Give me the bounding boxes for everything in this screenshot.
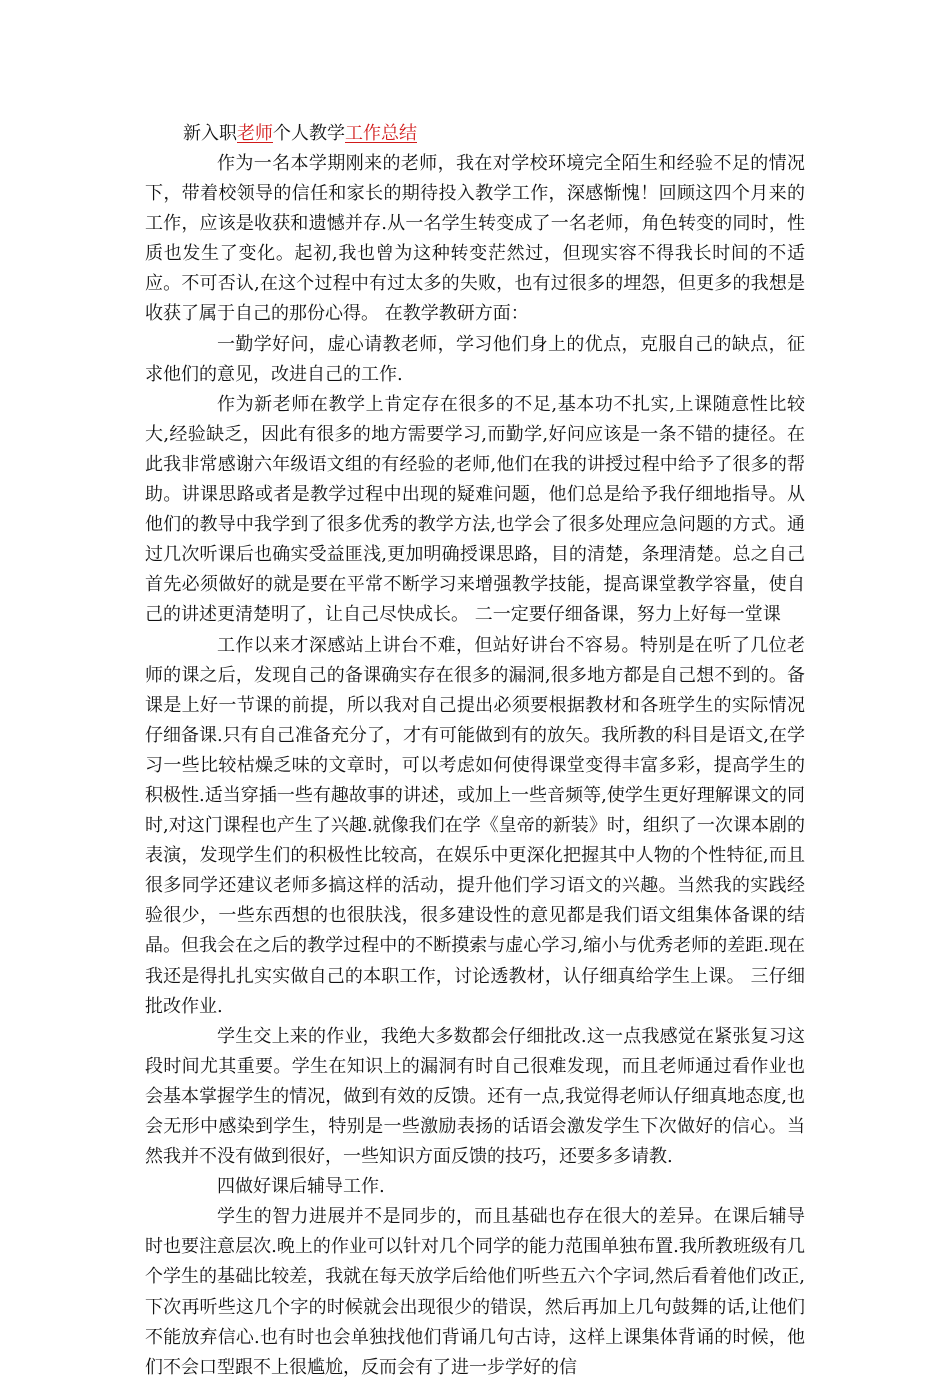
- paragraph-section-1-body: 作为新老师在教学上肯定存在很多的不足,基本功不扎实,上课随意性比较大,经验缺乏，因此有很多的地方需要学习,而勤学,好问应该是一条不错的捷径。在此我非常感谢六年级语文组的有经验的老师,他们在我的讲授过程中给予了很多的帮助。讲课思路或者是教学过程中出现的疑难问题，他们总是给予我仔细地指导。从他们的教导中我学到了很多优秀的教学方法,也学会了很多处理应急问题的方式。通过几次听课后也确实受益匪浅,更加明确授课思路，目的清楚，条理清楚。总之自己首先必须做好的就是要在平常不断学习来增强教学技能，提高课堂教学容量，使自己的讲述更清楚明了，让自己尽快成长。 二一定要仔细备课，努力上好每一堂课: [145, 393, 805, 626]
- paragraph-section-4-body: 学生的智力进展并不是同步的，而且基础也存在很大的差异。在课后辅导时也要注意层次.晚上的作业可以针对几个同学的能力范围单独布置.我所教班级有几个学生的基础比较差，我就在每天放学后给他们听些五六个字词,然后看着他们改正,下次再听些这几个字的时候就会出现很少的错误，然后再加上几句鼓舞的话,让他们不能放弃信心.也有时也会单独找他们背诵几句古诗，这样上课集体背诵的时候，他们不会口型跟不上很尴尬，反而会有了进一步学好的信: [145, 1206, 805, 1378]
- paragraph-intro: 作为一名本学期刚来的老师，我在对学校环境完全陌生和经验不足的情况下，带着校领导的信任和家长的期待投入教学工作，深感惭愧！回顾这四个月来的工作，应该是收获和遗憾并存.从一名学生转变成了一名老师，角色转变的同时，性质也发生了变化。起初,我也曾为这种转变茫然过，但现实容不得我长时间的不适应。不可否认,在这个过程中有过太多的失败，也有过很多的埋怨，但更多的我想是收获了属于自己的那份心得。 在教学教研方面：: [145, 153, 805, 325]
- title-text-part1: 新入职: [183, 123, 237, 144]
- paragraph-section-3-body: 学生交上来的作业，我绝大多数都会仔细批改.这一点我感觉在紧张复习这段时间尤其重要。学生在知识上的漏洞有时自己很难发现，而且老师通过看作业也会基本掌握学生的情况，做到有效的反馈。还有一点,我觉得老师认仔细真地态度,也会无形中感染到学生，特别是一些激励表扬的话语会激发学生下次做好的信心。当然我并不没有做到很好，一些知识方面反馈的技巧，还要多多请教.: [145, 1025, 805, 1168]
- paragraph-section-2-body: 工作以来才深感站上讲台不难，但站好讲台不容易。特别是在听了几位老师的课之后，发现自己的备课确实存在很多的漏洞,很多地方都是自己想不到的。备课是上好一节课的前提，所以我对自己提出必须要根据教材和各班学生的实际情况仔细备课.只有自己准备充分了，才有可能做到有的放矢。我所教的科目是语文,在学习一些比较枯燥乏味的文章时，可以考虑如何使得课堂变得丰富多彩，提高学生的积极性.适当穿插一些有趣故事的讲述，或加上一些音频等,使学生更好理解课文的同时,对这门课程也产生了兴趣.就像我们在学《皇帝的新装》时，组织了一次课本剧的表演，发现学生们的积极性比较高，在娱乐中更深化把握其中人物的个性特征,而且很多同学还建议老师多搞这样的活动，提升他们学习语文的兴趣。当然我的实践经验很少，一些东西想的也很肤浅，很多建设性的意见都是我们语文组集体备课的结晶。但我会在之后的教学过程中的不断摸索与虚心学习,缩小与优秀老师的差距.现在我还是得扎扎实实做自己的本职工作，讨论透教材，认仔细真给学生上课。 三仔细批改作业.: [145, 634, 805, 1017]
- title-link-teacher[interactable]: 老师: [237, 123, 273, 144]
- paragraph-section-1-heading: 一勤学好问，虚心请教老师，学习他们身上的优点，克服自己的缺点，征求他们的意见，改进自己的工作.: [145, 333, 805, 385]
- title-text-part2: 个人教学: [273, 123, 345, 144]
- paragraph-section-4-heading: 四做好课后辅导工作.: [217, 1176, 385, 1198]
- title-link-work-summary[interactable]: 工作总结: [345, 123, 417, 144]
- document-title: [145, 118, 805, 149]
